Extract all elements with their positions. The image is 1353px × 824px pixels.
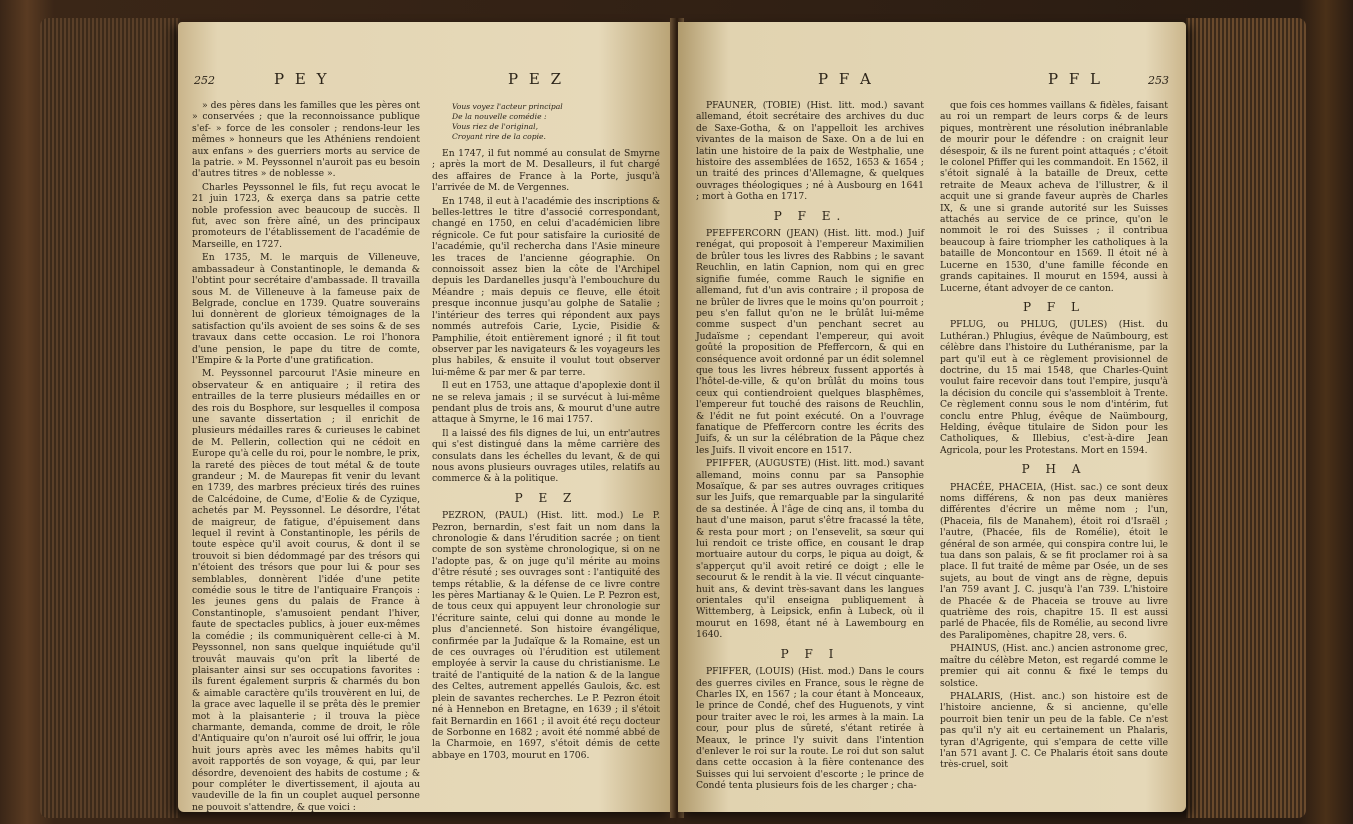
verse-line: Vous voyez l'acteur principal bbox=[452, 102, 563, 111]
running-head-right-2: P F L bbox=[1048, 70, 1103, 88]
left-page bbox=[178, 22, 673, 812]
paragraph: PFIFFER, (LOUIS) (Hist. mod.) Dans le cours des guerres civiles en France, sous le règne de Charles IX, en 1567 ; la cour étant à Monceaux, le prince de Condé, chef des Huguenots, y vint pour traiter avec le roi, les armes à la main. La cour, pour plus de sûreté, s'étant retirée à Meaux, le prince l'y suivit dans l'intention d'enlever le roi sur la route. Le roi dut son salut dans cette occasion à la fière contenance des Suisses qui lui servoient d'escorte ; le prince de Condé tenta plusieurs fois de les charger ; cha- bbox=[696, 666, 924, 792]
paragraph: PEZRON, (PAUL) (Hist. litt. mod.) Le P. Pezron, bernardin, s'est fait un nom dans la chronologie & dans l'érudition sacrée ; on tient compte de son système chronologique, si on ne l'adopte pas, & on juge qu'il mérite au moins d'être résuté ; ses ouvrages sont : l'antiquité des temps rétablie, & la défense de ce livre contre les pères Martianay & le Quien. Le P. Pezron est, de tous ceux qui appuyent leur chronologie sur l'écriture sainte, celui qui donne au monde le plus d'ancienneté. Son histoire évangélique, confirmée par la Judaïque & la Romaine, est un de ces ouvrages où l'érudition est utilement employée à servir la cause du christianisme. Le traité de l'antiquité de la nation & de la langue des Celtes, autrement appellés Gaulois, &c. est plein de savantes recherches. Le P. Pezron étoit né à Hennebon en Bretagne, en 1639 ; il s'étoit fait Bernardin en 1661 ; il avoit été reçu docteur de Sorbonne en 1682 ; avoit été nommé abbé de la Charmoie, en 1697, s'étoit démis de cette abbaye en 1703, mourut en 1706. bbox=[432, 510, 660, 761]
left-page-edges bbox=[40, 18, 180, 818]
paragraph: » des pères dans les familles que les pères ont » conservées ; que la reconnoissance publique s'ef- » force de les consoler ; rendons-leur les mêmes » honneurs que les Athéniens rendoient aux enfans » des guerriers morts au service de la patrie. » M. Peyssonnel n'auroit pas eu besoin d'autres titres » de noblesse ». bbox=[192, 100, 420, 180]
paragraph: PFAUNER, (TOBIE) (Hist. litt. mod.) savant allemand, étoit secrétaire des archives du duc de Saxe-Gotha, & on l'appelloit les archives vivantes de la maison de Saxe. On a de lui en latin une histoire de la paix de Westphalie, une histoire des assemblées de 1652, 1653 & 1654 ; un traité des princes d'Allemagne, & quelques ouvrages théologiques ; né à Ausbourg en 1641 ; mort à Gotha en 1717. bbox=[696, 100, 924, 203]
running-head-left-2: P E Z bbox=[508, 70, 565, 88]
paragraph: En 1748, il eut à l'académie des inscriptions & belles-lettres le titre d'associé correspondant, changé en 1750, en celui d'académicien libre régnicole. Ce fut pour satisfaire la curiosité de l'académie, qu'il rechercha dans l'Asie mineure les traces de l'ancienne géographie. On connoissoit assez bien la côte de l'Archipel depuis les Dardanelles jusqu'à l'embouchure du Méandre ; mais depuis ce fleuve, elle étoit presque inconnue jusqu'au golphe de Satalie ; l'intérieur des terres qui répondent aux pays nommés autrefois Carie, Lycie, Pisidie & Pamphilie, étoit entièrement ignoré ; il fit tout observer par les navigateurs & les voyageurs les plus habiles, & ensuite il voulut tout observer lui-même & par mer & par terre. bbox=[432, 195, 660, 378]
running-head-right-1: P F A bbox=[818, 70, 874, 88]
section-heading-pfl: P F L bbox=[1023, 299, 1085, 314]
page-number-right: 253 bbox=[1148, 74, 1169, 87]
page-number-left: 252 bbox=[194, 74, 215, 87]
section-heading-pfe: P F E. bbox=[773, 208, 847, 223]
paragraph: PHALARIS, (Hist. anc.) son histoire est de l'histoire ancienne, & si ancienne, qu'elle pourroit bien tenir un peu de la fable. Ce n'est pas qu'il n'y ait eu certainement un Phalaris, tyran d'Agrigente, qui s'empara de cette ville l'an 571 avant J. C. Ce Phalaris étoit sans doute très-cruel, soit bbox=[940, 690, 1168, 771]
paragraph: Il eut en 1753, une attaque d'apoplexie dont il ne se releva jamais ; il se survécut à lui-même pendant plus de trois ans, & mourut d'une autre attaque à Smyrne, le 16 mai 1757. bbox=[432, 380, 660, 426]
paragraph: PFIFFER, (AUGUSTE) (Hist. litt. mod.) savant allemand, moins connu par sa Pansophie Mosaïque, & par ses autres ouvrages critiques sur les Juifs, que remarquable par la singularité de sa destinée. À l'âge de cinq ans, il tomba du haut d'une maison, parut s'être fracassé la tête, & resta pour mort ; on l'ensevelit, sa sœur qui lui rendoit ce triste office, en cousant le drap mortuaire autour du corps, le piqua au doigt, & s'apperçut qu'il avoit retiré ce doigt ; elle le secourut & le rendit à la vie. Il vécut cinquante-huit ans, & devint très-savant dans les langues orientales qu'il enseigna publiquement à Wittemberg, à Leipsick, enfin à Lubeck, où il mourut en 1698, étant né à Lawembourg en 1640. bbox=[696, 458, 924, 641]
section-heading-pha: P H A bbox=[1021, 462, 1087, 477]
section-heading-pez: P E Z bbox=[514, 490, 578, 505]
verse-line: Vous riez de l'original, bbox=[452, 122, 538, 131]
verse-line: Croyant rire de la copie. bbox=[452, 132, 546, 141]
paragraph: PHAINUS, (Hist. anc.) ancien astronome grec, maître du célèbre Meton, est regardé comme le premier qui ait connu & fixé le temps du solstice. bbox=[940, 643, 1168, 689]
verse-line: De la nouvelle comédie : bbox=[452, 112, 547, 121]
verse-quote bbox=[432, 102, 660, 142]
paragraph: que fois ces hommes vaillans & fidèles, faisant au roi un rempart de leurs corps & de leurs piques, montrèrent une résolution inébranlable de mourir pour le défendre : on craignit leur désespoir, & ils ne furent point attaqués ; c'étoit le colonel Pfiffer qui les commandoit. En 1562, il s'étoit signalé à la bataille de Dreux, cette retraite de Meaux acheva de l'illustrer, & il acquit une si grande faveur auprès de Charles IX, & une si grande autorité sur les Suisses attachés au service de ce prince, qu'on le nommoit le roi des Suisses ; il contribua beaucoup à faire triompher les catholiques à la bataille de Moncontour en 1569. Il étoit né à Lucerne en 1530, d'une famille féconde en grands capitaines. Il mourut en 1594, aussi à Lucerne, étant advoyer de ce canton. bbox=[940, 100, 1168, 294]
paragraph: M. Peyssonnel parcourut l'Asie mineure en observateur & en antiquaire ; il retira des entrailles de la terre plusieurs médailles en or des rois du Bosphore, sur lesquelles il composa une savante dissertation ; il enrichit de plusieurs médailles rares & curieuses le cabinet de M. Pellerin, collection qui ne cédoit en Europe qu'à celle du roi, pour le nombre, le prix, la rareté des pièces de tout métal & de toute grandeur ; M. de Maurepas fit venir du levant en 1739, des marbres précieux tirés des ruines de Calcédoine, de Cume, d'Eolie & de Cyzique, achetés par M. Peyssonnel. Le désordre, l'état de maigreur, de fatigue, d'épuisement dans lequel il revint à Constantinople, les périls de toute espèce qu'il avoit courus, & dont il se trouvoit si bien dédommagé par des trésors qui n'étoient des trésors que pour lui & pour ses semblables, donnèrent l'idée d'une petite comédie sous le titre de l'antiquaire François : les jeunes gens du palais de France à Constantinople, s'amusoient pendant l'hiver, faute de spectacles publics, à jouer eux-mêmes la comédie ; ils communiquèrent celle-ci à M. Peyssonnel, non sans quelque inquiétude qu'il trouvât mauvais qu'on prît la liberté de plaisanter ainsi sur ses occupations favorites : ils furent également surpris & charmés du bon & aimable caractère qu'ils trouvèrent en lui, de la grace avec laquelle il se prêta dès le premier mot à la plaisanterie ; il trouva la pièce charmante, demanda, comme de droit, le rôle d'Antiquaire qu'on n'auroit osé lui offrir, le joua huit jours après avec les mêmes habits qu'il avoit rapportés de son voyage, & qui, par leur désordre, devenoient des habits de costume ; & pour compléter le divertissement, il ajouta au vaudeville de la fin un couplet auquel personne ne pouvoit s'attendre, & que voici : bbox=[192, 368, 421, 812]
paragraph: En 1735, M. le marquis de Villeneuve, ambassadeur à Constantinople, le demanda & l'obtint pour secrétaire d'ambassade. Il travailla sous M. de Villeneuve à la fameuse paix de Belgrade, conclue en 1739. Quatre souverains lui donnèrent de glorieux témoignages de la satisfaction qu'ils avoient de ses soins & de ses travaux dans cette occasion. Le roi l'honora d'une pension, le pape du titre de comte, l'Empire & la Porte d'une gratification. bbox=[192, 252, 420, 366]
right-page bbox=[678, 22, 1186, 812]
paragraph: PFEFFERCORN (JEAN) (Hist. litt. mod.) Juif renégat, qui proposoit à l'empereur Maximilien de brûler tous les livres des Rabbins ; le savant Reuchlin, en latin Capnion, nom qui en grec signifie fumée, comme Rauch le signifie en allemand, fut d'un avis contraire ; il proposa de ne brûler de livres que le moins qu'on pourroit ; peu s'en fallut qu'on ne le brûlât lui-même comme suspect d'un penchant secret au Judaïsme ; cependant l'empereur, qui avoit goûté la proposition de Pfeffercorn, & qui en conséquence avoit ordonné par un édit solemnel que tous les livres hébreux fussent apportés à l'hôtel-de-ville, & qu'on brûlât du moins tous ceux qui contiendroient quelques blasphêmes, l'empereur fut touché des raisons de Reuchlin, & l'édit ne fut point exécuté. On a l'ouvrage fanatique de Pfeffercorn contre les écrits des Juifs, & un sur la célébration de la Pâque chez les Juifs. Il vivoit encore en 1517. bbox=[696, 228, 924, 456]
right-column-1 bbox=[696, 100, 924, 794]
paragraph: Il a laissé des fils dignes de lui, un entr'autres qui s'est distingué dans la même carrière des consulats dans les échelles du levant, & de qui nous avons plusieurs ouvrages utiles, relatifs au commerce & à la politique. bbox=[432, 427, 660, 485]
running-head-left-1: P E Y bbox=[274, 70, 330, 88]
paragraph: Charles Peyssonnel le fils, fut reçu avocat le 21 juin 1723, & exerça dans sa patrie cette noble profession avec beaucoup de succès. Il fut, avec son frère aîné, un des principaux promoteurs de l'établissement de l'académie de Marseille, en 1727. bbox=[192, 181, 420, 250]
paragraph: PFLUG, ou PHLUG, (JULES) (Hist. du Luthéran.) Phlugius, évêque de Naümbourg, est célèbre dans l'histoire du Luthéranisme, par la part qu'il eut à ce règlement provisionnel de doctrine, du 15 mai 1548, que Charles-Quint voulut faire recevoir dans tout l'empire, jusqu'à la décision du concile qui s'assembloit à Trente. Ce règlement connu sous le nom d'intérim, fut conclu entre Phlug, évêque de Naümbourg, Helding, évêque titulaire de Sidon pour les Catholiques, & Illebius, c'est-à-dire Jean Agricola, pour les Protestans. Mort en 1594. bbox=[940, 319, 1168, 456]
right-column-2 bbox=[940, 100, 1168, 773]
paragraph: PHACÉE, PHACEIA, (Hist. sac.) ce sont deux noms différens, & non pas deux manières différentes d'écrire un même nom ; l'un, (Phaceia, fils de Manahem), étoit roi d'Israël ; l'autre, (Phacée, fils de Romélie), étoit le général de son armée, qui conspira contre lui, le tua dans son palais, & se fit proclamer roi à sa place. Il fut traité de même par Osée, un de ses sujets, au bout de vingt ans de règne, depuis l'an 759 avant J. C. jusqu'à l'an 739. L'histoire de Phacée & de Phaceia se trouve au livre quatrième des rois, chapitre 15. Il est aussi parlé de Phacée, fils de Romélie, au second livre des Paralipomènes, chapitre 28, vers. 6. bbox=[940, 481, 1168, 641]
paragraph: En 1747, il fut nommé au consulat de Smyrne ; après la mort de M. Desalleurs, il fut chargé des affaires de France à la Porte, jusqu'à l'arrivée de M. de Vergennes. bbox=[432, 148, 660, 194]
right-page-edges bbox=[1186, 18, 1306, 818]
left-column-1 bbox=[192, 100, 420, 812]
section-heading-pfi: P F I bbox=[780, 646, 840, 661]
left-column-2 bbox=[432, 100, 660, 763]
